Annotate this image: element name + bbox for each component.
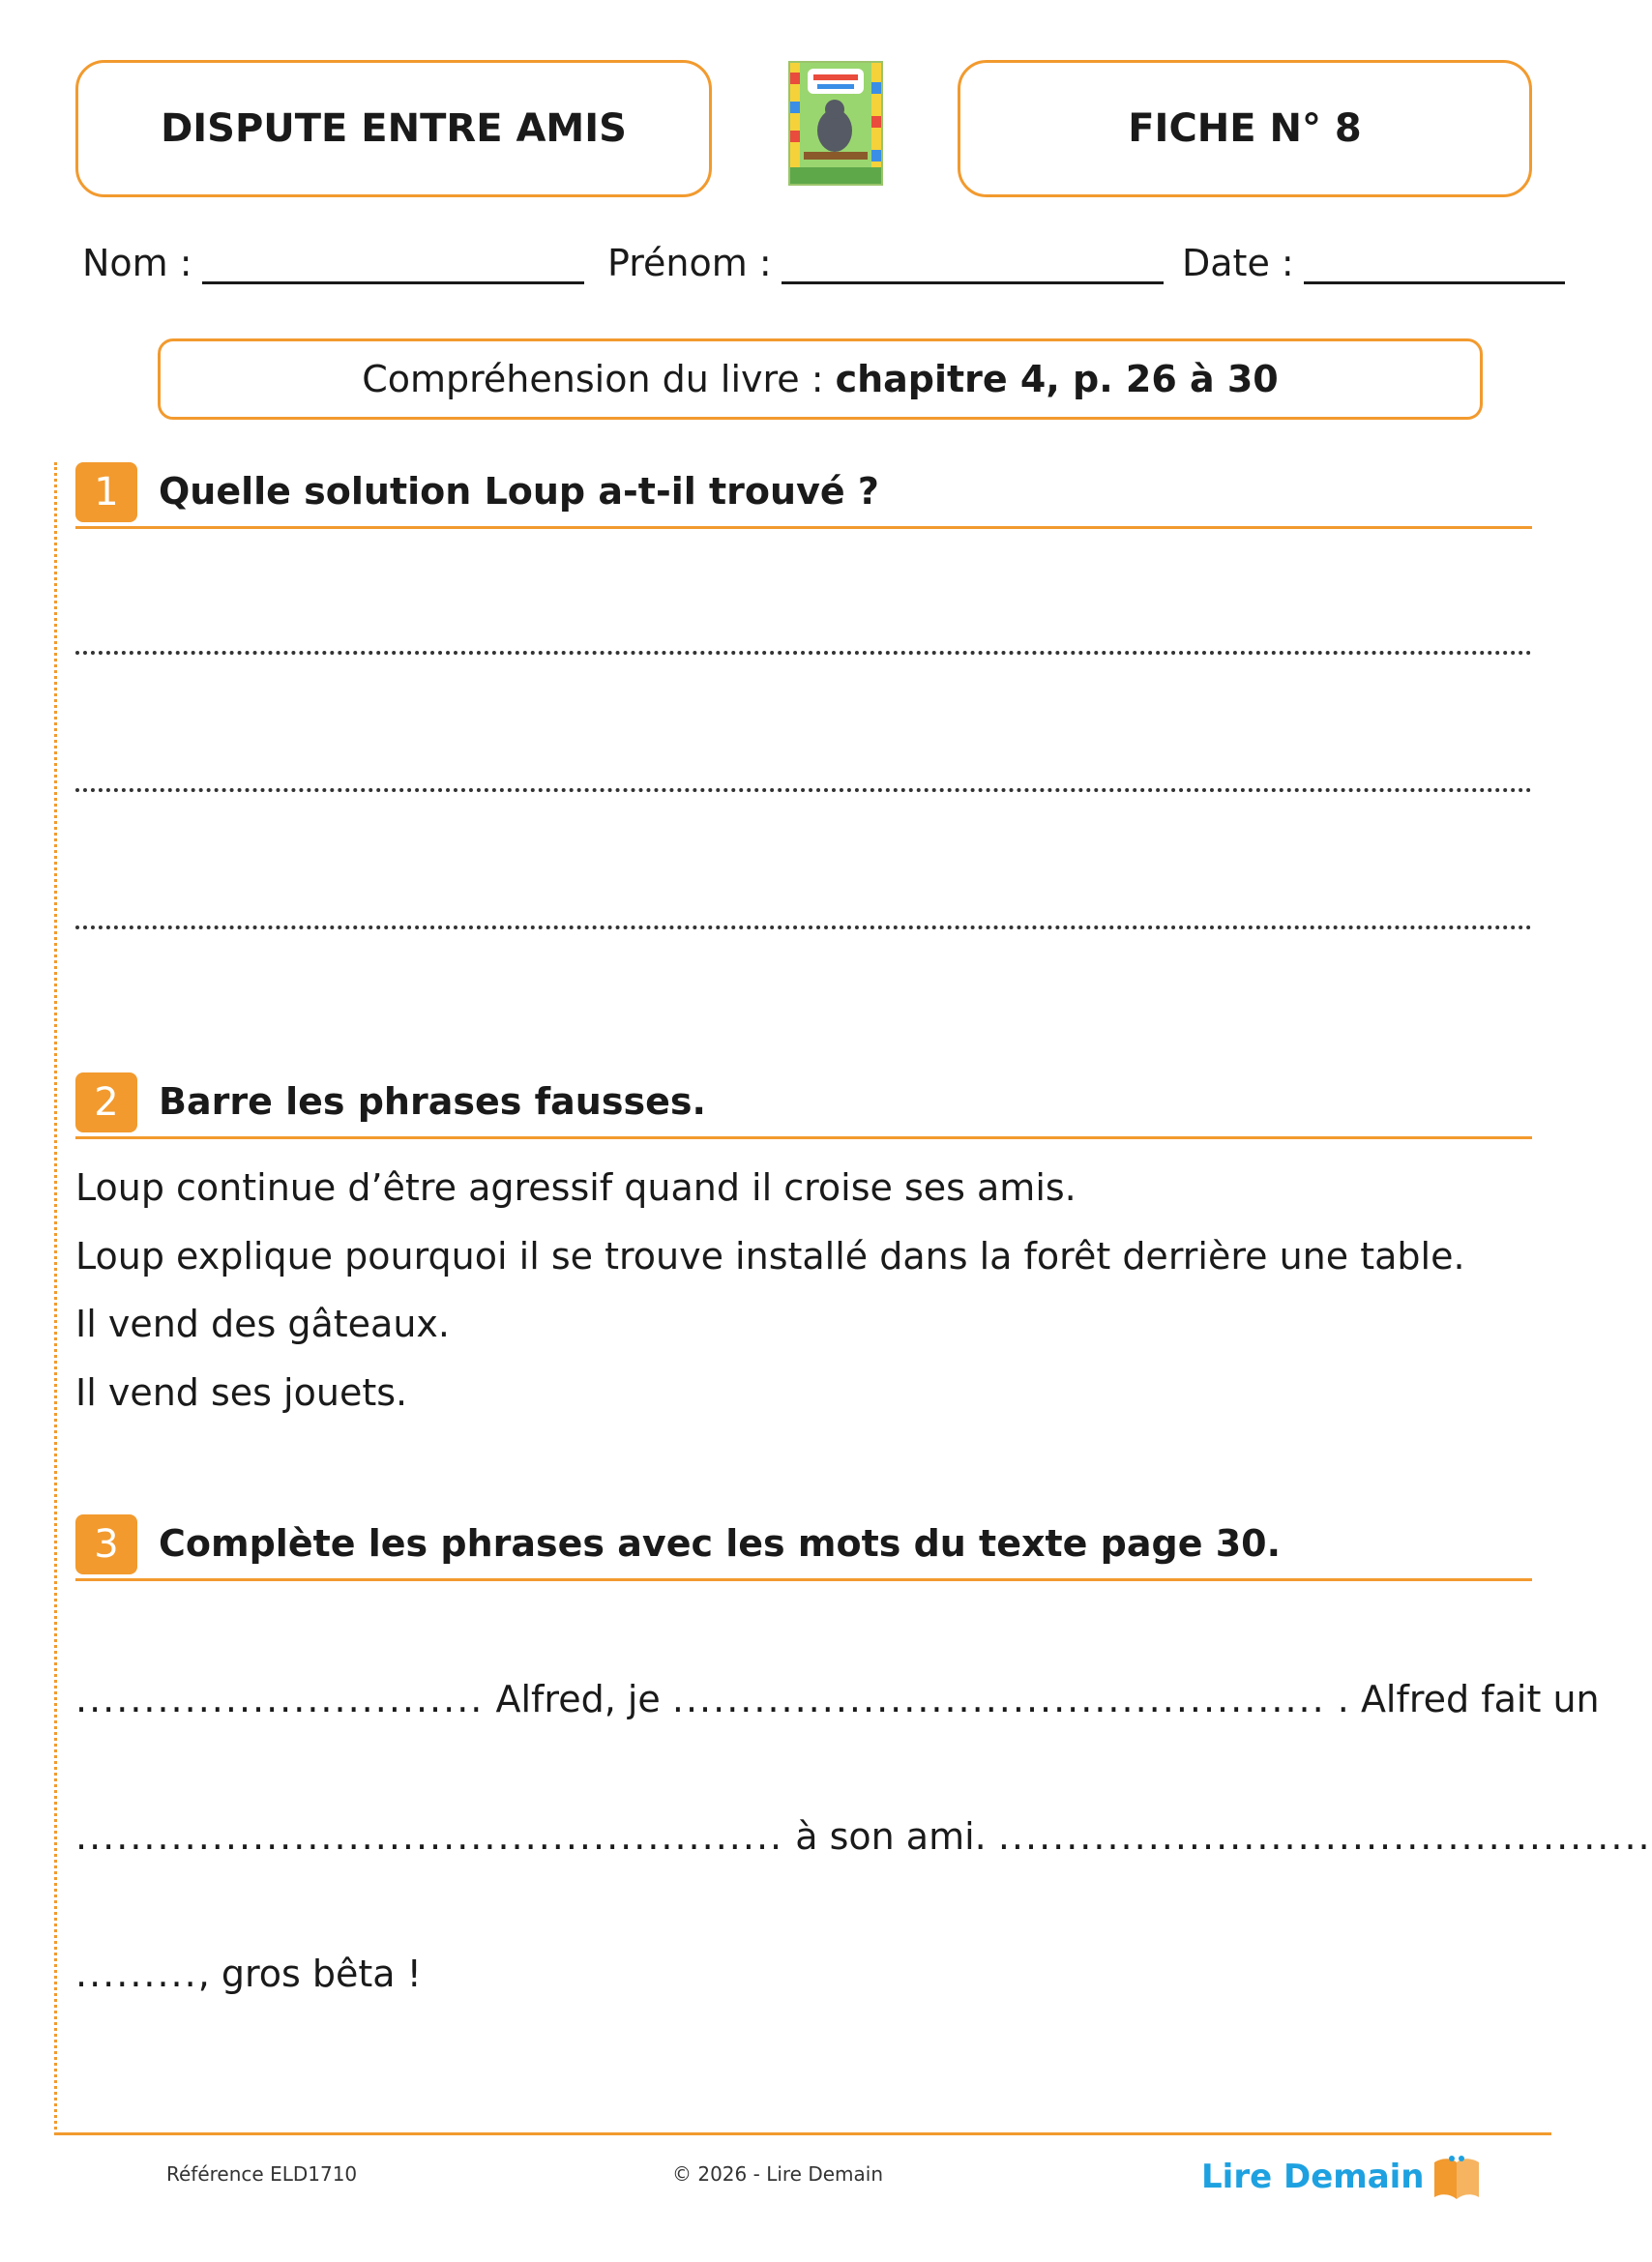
- open-book-icon: [1431, 2151, 1483, 2203]
- subtitle-chapter: chapitre 4, p. 26 à 30: [835, 358, 1279, 400]
- statement-1[interactable]: Loup continue d’être agressif quand il croise ses amis.: [75, 1166, 1077, 1209]
- fill-blank-5[interactable]: .........: [75, 1953, 198, 1995]
- book-cover-image: [788, 61, 883, 186]
- fill-line-3: [75, 1953, 1532, 1995]
- answer-line-3[interactable]: [75, 925, 1532, 929]
- nom-label: Nom :: [82, 242, 192, 284]
- subtitle-box: [158, 338, 1483, 420]
- worksheet-title: DISPUTE ENTRE AMIS: [161, 106, 627, 151]
- footer-divider: [54, 2132, 1551, 2135]
- fill-blank-2[interactable]: ................................................: [671, 1678, 1326, 1720]
- subtitle-prefix: Compréhension du livre :: [362, 358, 824, 400]
- worksheet-number: FICHE N° 8: [1128, 106, 1362, 151]
- question-1-title: Quelle solution Loup a-t-il trouvé ?: [159, 470, 879, 513]
- margin-dotted-line: [54, 462, 57, 2135]
- question-2-number: 2: [75, 1072, 137, 1132]
- statement-4[interactable]: Il vend ses jouets.: [75, 1371, 408, 1414]
- fill-line-2: [75, 1815, 1652, 1858]
- question-3-number: 3: [75, 1514, 137, 1574]
- answer-line-1[interactable]: [75, 651, 1532, 655]
- question-1-header: [75, 462, 1532, 529]
- fill-blank-3[interactable]: ....................................................: [75, 1815, 784, 1858]
- date-label: Date :: [1182, 242, 1294, 284]
- book-cover-illustration: [790, 63, 881, 184]
- fill-line-1: [75, 1678, 1600, 1720]
- brand-logo: [1201, 2151, 1483, 2203]
- question-3-header: [75, 1514, 1532, 1581]
- prenom-blank[interactable]: [782, 243, 1164, 284]
- nom-blank[interactable]: [202, 243, 584, 284]
- answer-line-2[interactable]: [75, 788, 1532, 792]
- question-3-title: Complète les phrases avec les mots du texte page 30.: [159, 1522, 1282, 1565]
- worksheet-number-box: [958, 60, 1532, 197]
- fill-text-2: . Alfred fait un: [1337, 1678, 1600, 1720]
- question-2-header: [75, 1072, 1532, 1139]
- fill-text-4: , gros bêta !: [197, 1953, 422, 1995]
- fill-text-3: à son ami.: [795, 1815, 987, 1858]
- date-field[interactable]: [1182, 242, 1565, 284]
- footer-reference: Référence ELD1710: [166, 2162, 358, 2186]
- footer-copyright: © 2026 - Lire Demain: [672, 2162, 884, 2186]
- prenom-field[interactable]: [607, 242, 1164, 284]
- brand-name: Lire Demain: [1201, 2158, 1425, 2196]
- prenom-label: Prénom :: [607, 242, 772, 284]
- question-2-title: Barre les phrases fausses.: [159, 1080, 706, 1123]
- fill-text-1: Alfred, je: [495, 1678, 661, 1720]
- nom-field[interactable]: [82, 242, 584, 284]
- date-blank[interactable]: [1304, 243, 1565, 284]
- worksheet-title-box: [75, 60, 712, 197]
- fill-blank-1[interactable]: ..............................: [75, 1678, 485, 1720]
- question-1-number: 1: [75, 462, 137, 522]
- fill-blank-4[interactable]: ................................................: [997, 1815, 1652, 1858]
- statement-3[interactable]: Il vend des gâteaux.: [75, 1303, 450, 1345]
- statement-2[interactable]: Loup explique pourquoi il se trouve installé dans la forêt derrière une table.: [75, 1235, 1465, 1278]
